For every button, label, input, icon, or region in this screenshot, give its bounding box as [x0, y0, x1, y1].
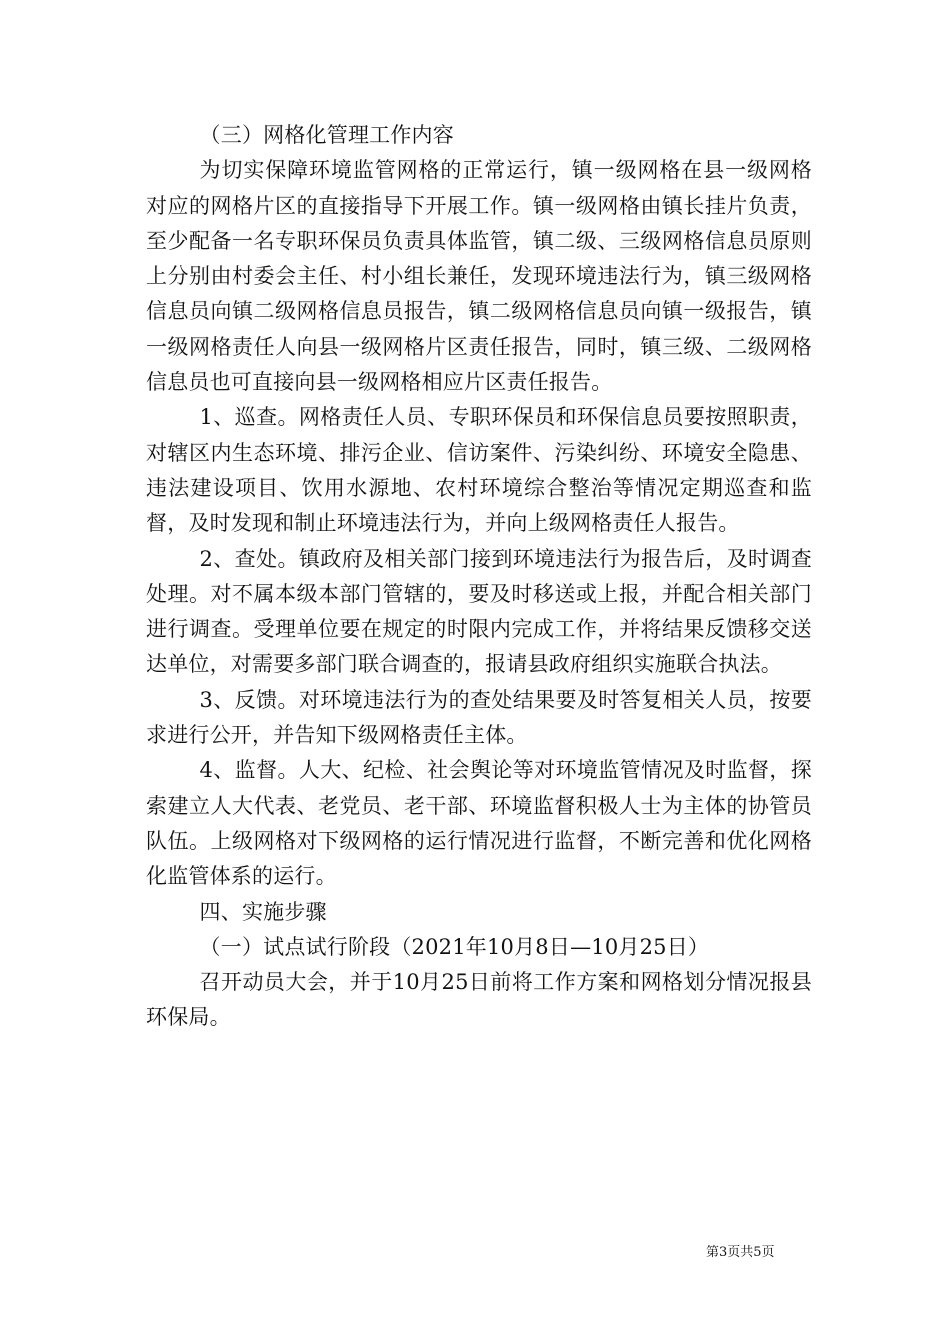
document-body: [146, 118, 812, 1036]
paragraph-feedback: 3、反馈。对环境违法行为的查处结果要及时答复相关人员，按要求进行公开，并告知下级网格责任主体。: [146, 687, 812, 748]
subsection-heading-pilot-stage: （一）试点试行阶段（2021年10月8日—10月25日）: [199, 934, 710, 959]
paragraph-inspection: 1、巡查。网格责任人员、专职环保员和环保信息员要按照职责，对辖区内生态环境、排污企业、信访案件、污染纠纷、环境安全隐患、违法建设项目、饮用水源地、农村环境综合整治等情况定期巡查和监督，及时发现和制止环境违法行为，并向上级网格责任人报告。: [146, 405, 812, 536]
paragraph-supervision: 4、监督。人大、纪检、社会舆论等对环境监管情况及时监督，探索建立人大代表、老党员、老干部、环境监督积极人士为主体的协管员队伍。上级网格对下级网格的运行情况进行监督，不断完善和优化网格化监管体系的运行。: [146, 758, 812, 889]
section-heading-implementation-steps: 四、实施步骤: [199, 899, 327, 924]
section-heading-grid-management-content: （三）网格化管理工作内容: [199, 123, 454, 147]
paragraph-investigation: 2、查处。镇政府及相关部门接到环境违法行为报告后，及时调查处理。对不属本级本部门管辖的，要及时移送或上报，并配合相关部门进行调查。受理单位要在规定的时限内完成工作，并将结果反馈移交送达单位，对需要多部门联合调查的，报请县政府组织实施联合执法。: [146, 546, 812, 677]
paragraph-grid-operation: 为切实保障环境监管网格的正常运行，镇一级网格在县一级网格对应的网格片区的直接指导下开展工作。镇一级网格由镇长挂片负责，至少配备一名专职环保员负责具体监管，镇二级、三级网格信息员原则上分别由村委会主任、村小组长兼任，发现环境违法行为，镇三级网格信息员向镇二级网格信息员报告，镇二级网格信息员向镇一级报告，镇一级网格责任人向县一级网格片区责任报告，同时，镇三级、二级网格信息员也可直接向县一级网格相应片区责任报告。: [146, 158, 812, 395]
paragraph-mobilization-meeting: 召开动员大会，并于10月25日前将工作方案和网格划分情况报县环保局。: [146, 970, 812, 1030]
page-number: 第3页共5页: [706, 1245, 775, 1260]
